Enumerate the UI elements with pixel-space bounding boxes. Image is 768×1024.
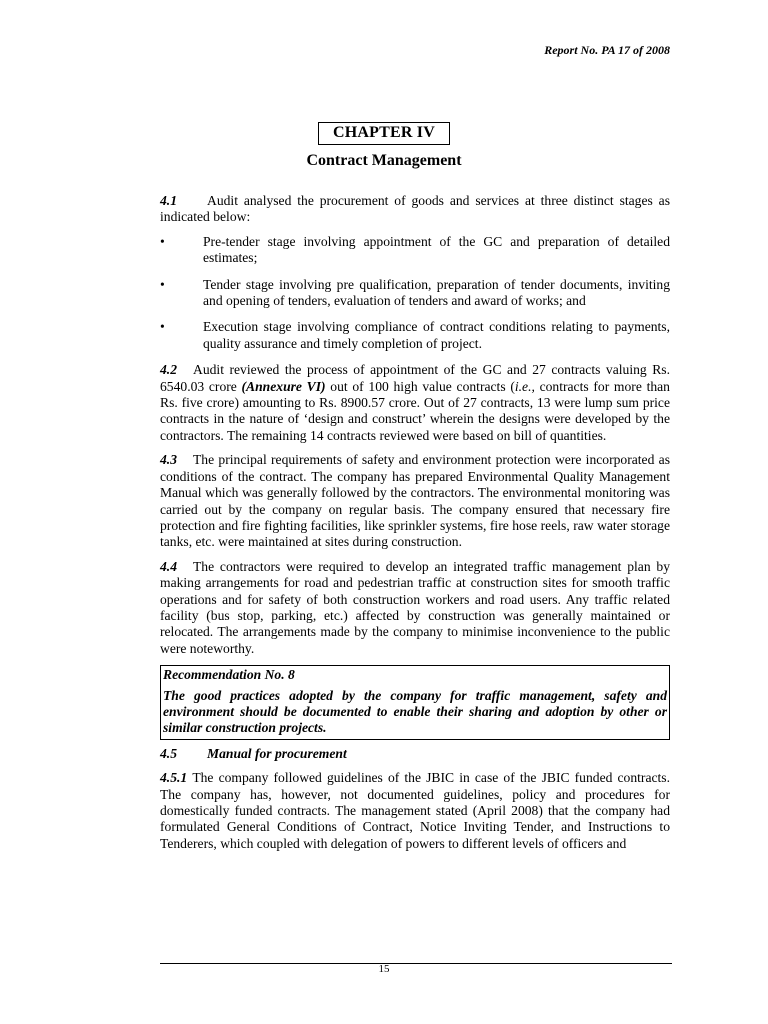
paragraph-number: 4.3 — [160, 452, 177, 468]
section-title: Manual for procurement — [207, 745, 347, 761]
paragraph-number: 4.5.1 — [160, 770, 188, 786]
paragraph-text: The company followed guidelines of the JBIC in case of the JBIC funded contracts. The company has, however, not documented guidelines, policy and procedures for domestically funded contracts. The management stated (April 2008) that the company had formulated General Conditions of Contract, Notice Inviting Tender, and Instructions to Tenderers, which coupled with delegation of powers to different levels of officers and — [160, 770, 670, 851]
paragraph-4-3 — [160, 452, 670, 550]
paragraph-number: 4.2 — [160, 362, 177, 378]
list-item: • Execution stage involving compliance of contract conditions relating to payments, quality assurance and timely completion of project. — [160, 319, 670, 351]
list-item: • Tender stage involving pre qualification, preparation of tender documents, inviting and opening of tenders, evaluation of tenders and award of works; and — [160, 276, 670, 309]
bullet-icon: • — [160, 233, 165, 249]
page-number: 15 — [378, 963, 390, 975]
list-item: • Pre-tender stage involving appointment of the GC and preparation of detailed estimates; — [160, 233, 670, 266]
chapter-title: Contract Management — [306, 152, 462, 169]
paragraph-4-2: 4.2 Audit reviewed the process of appointment of the GC and 27 contracts valuing Rs. 6540.03 crore (Annexure VI) out of 100 high value contracts (i.e., contracts for more than Rs. five crore) amounting to Rs. 8900.57 crore. Out of 27 contracts, 13 were lump sum price contracts in the nature of ‘design and construct’ wherein the designs were developed by the contractors. The remaining 14 contracts reviewed were based on bill of quantities. — [160, 362, 670, 443]
report-number: Report No. PA 17 of 2008 — [544, 43, 670, 57]
paragraph-number: 4.1 — [160, 193, 177, 208]
bullet-icon: • — [160, 319, 165, 335]
stage-list — [160, 234, 670, 352]
section-number: 4.5 — [160, 745, 177, 761]
paragraph-text: The principal requirements of safety and environment protection were incorporated as conditions of the contract. The company has prepared Environmental Quality Management Manual which was generally followed by the contractors. The environmental monitoring was carried out by the company on regular basis. The company ensured that necessary fire protection and fire fighting facilities, like sprinkler systems, fire hose reels, raw water storage tanks, etc. were maintained at sites during construction. — [160, 452, 670, 550]
recommendation-title: Recommendation No. 8 — [163, 667, 295, 683]
chapter-heading — [0, 122, 768, 145]
paragraph-text: The contractors were required to develop an integrated traffic management plan by making arrangements for road and pedestrian traffic at construction sites for smooth traffic operations and for safety of both construction workers and road users. Any traffic related facility (bus stop, parking, etc.) affected by construction was generally maintained or relocated. The arrangements made by the company to minimise inconvenience to the public were noteworthy. — [160, 558, 670, 656]
paragraph-4-5-1 — [160, 770, 670, 852]
bullet-icon: • — [160, 276, 165, 292]
section-heading-4-5 — [160, 746, 670, 762]
paragraph-number: 4.4 — [160, 558, 177, 574]
recommendation-text: The good practices adopted by the company for traffic management, safety and environment should be documented to enable their sharing and adoption by other or similar construction projects. — [163, 687, 667, 736]
paragraph-4-4 — [160, 559, 670, 657]
chapter-label: CHAPTER IV — [318, 122, 450, 145]
paragraph-4-1 — [160, 193, 670, 226]
annexure-reference: (Annexure VI) — [241, 378, 326, 394]
paragraph-text: Audit analysed the procurement of goods and services at three distinct stages as indicated below: — [160, 193, 670, 225]
document-body — [160, 193, 670, 860]
recommendation-box — [160, 665, 670, 740]
